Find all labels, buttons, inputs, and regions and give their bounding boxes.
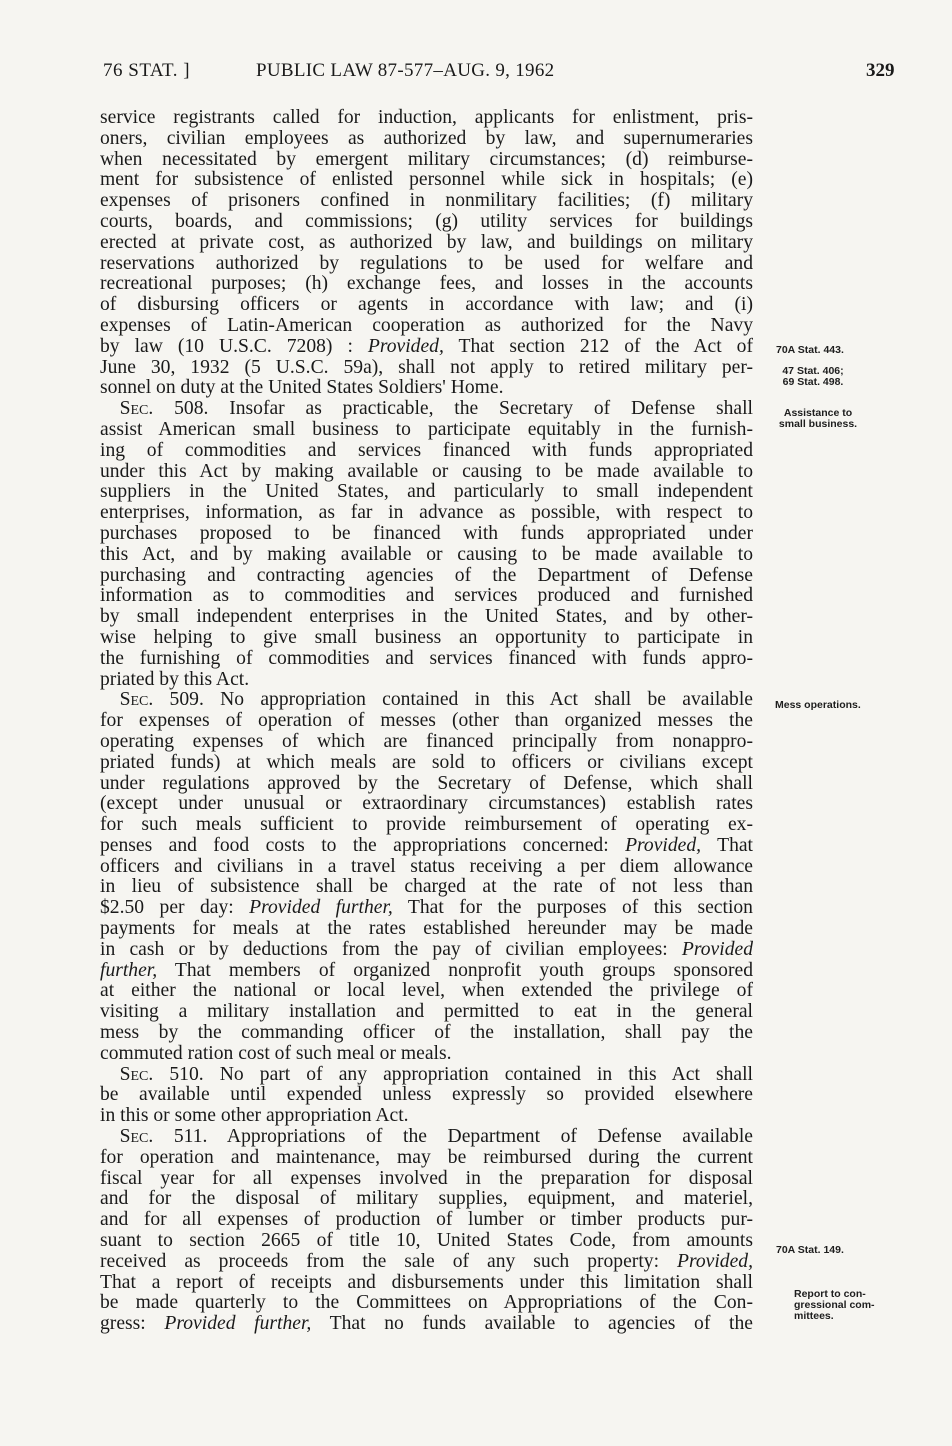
text-line: for expenses of operation of messes (other than organized messes the — [100, 711, 753, 732]
text-line: wise helping to give small business an opportunity to participate in — [100, 627, 753, 648]
text-line: visiting a military installation and permitted to eat in the general — [100, 1002, 753, 1023]
text-line: by small independent enterprises in the United States, and by other- — [100, 607, 753, 628]
text-line: suppliers in the United States, and particularly to small independent — [100, 482, 753, 503]
text-line: for such meals sufficient to provide reimbursement of operating ex- — [100, 815, 753, 836]
text-line: at either the national or local level, when extended the privilege of — [100, 981, 753, 1002]
text-line: in cash or by deductions from the pay of civilian employees: Provided — [100, 939, 753, 960]
section-509 — [100, 690, 753, 1064]
section-label: Sec. — [119, 1127, 154, 1148]
body-text — [100, 108, 753, 1335]
text-line: priated by this Act. — [100, 669, 250, 690]
provided-italic: Provided, — [677, 1251, 753, 1272]
provided-italic: Provided further, — [164, 1314, 312, 1335]
running-title: PUBLIC LAW 87-577–AUG. 9, 1962 — [256, 60, 555, 81]
text-line: further, That members of organized nonprofit youth groups sponsored — [100, 960, 753, 981]
text-line: for operation and maintenance, may be reimbursed during the current — [100, 1147, 753, 1168]
text-line: fiscal year for all expenses involved in the preparation for disposal — [100, 1168, 753, 1189]
text-line: be made quarterly to the Committees on Appropriations of the Con- — [100, 1293, 753, 1314]
text-line: operating expenses of which are financed principally from nonappro- — [100, 731, 753, 752]
provided-italic: Provided further, — [249, 898, 393, 919]
text-line: information as to commodities and services produced and furnished — [100, 586, 753, 607]
text-line: purchases proposed to be financed with funds appropriated under — [100, 523, 753, 544]
text-line: in lieu of subsistence shall be charged at the rate of not less than — [100, 877, 753, 898]
section-label: Sec. — [119, 1064, 154, 1085]
text-line: and for the disposal of military supplies, equipment, and materiel, — [100, 1189, 753, 1210]
text-line: priated funds) at which meals are sold to officers or civilians except — [100, 752, 753, 773]
text-line: and for all expenses of production of lumber or timber products pur- — [100, 1210, 753, 1231]
text-line: under this Act by making available or causing to be made available to — [100, 461, 753, 482]
margin-note-citation: 47 Stat. 406; 69 Stat. 498. — [782, 365, 844, 388]
text-line: $2.50 per day: Provided further, That for the purposes of this section — [100, 898, 753, 919]
text-line: when necessitated by emergent military circumstances; (d) reimburse- — [100, 149, 753, 170]
text-line: gress: Provided further, That no funds available to agencies of the — [100, 1314, 753, 1335]
text-line: sonnel on duty at the United States Soldiers' Home. — [100, 378, 504, 399]
text-line: by law (10 U.S.C. 7208) : Provided, That section 212 of the Act of — [100, 336, 753, 357]
text-line: payments for meals at the rates established hereunder may be made — [100, 919, 753, 940]
section-label: Sec. — [119, 399, 154, 420]
section-510 — [100, 1065, 753, 1127]
text-line: June 30, 1932 (5 U.S.C. 59a), shall not apply to retired military per- — [100, 357, 753, 378]
text-line: recreational purposes; (h) exchange fees, and losses in the accounts — [100, 274, 753, 295]
margin-note-mess-operations: Mess operations. — [775, 699, 861, 711]
text-line: assist American small business to participate equitably in the furnish- — [100, 419, 753, 440]
text-line: enterprises, information, as far in advance as possible, with respect to — [100, 503, 753, 524]
section-511 — [100, 1127, 753, 1335]
text-line: mess by the commanding officer of the installation, shall pay the — [100, 1023, 753, 1044]
text-line: in this or some other appropriation Act. — [100, 1106, 409, 1127]
margin-note-citation: 70A Stat. 149. — [776, 1244, 844, 1256]
provided-italic: Provided, — [625, 835, 702, 856]
text-line: commuted ration cost of such meal or meals. — [100, 1043, 452, 1064]
section-508 — [100, 399, 753, 690]
text-line: ment for subsistence of enlisted personnel while sick in hospitals; (e) — [100, 170, 753, 191]
provided-italic: Provided — [681, 939, 753, 960]
text-line: under regulations approved by the Secretary of Defense, which shall — [100, 773, 753, 794]
text-line: expenses of prisoners confined in nonmilitary facilities; (f) military — [100, 191, 753, 212]
text-line: oners, civilian employees as authorized by law, and supernumeraries — [100, 128, 753, 149]
paragraph-continued — [100, 108, 753, 399]
text-line: penses and food costs to the appropriations concerned: Provided, That — [100, 835, 753, 856]
text-line: received as proceeds from the sale of any such property: Provided, — [100, 1251, 753, 1272]
section-label: Sec. — [119, 690, 154, 711]
text-line: Sec. 511. Appropriations of the Department of Defense available — [119, 1127, 753, 1148]
text-line: Sec. 509. No appropriation contained in this Act shall be available — [119, 690, 753, 711]
text-line: Sec. 508. Insofar as practicable, the Secretary of Defense shall — [119, 399, 753, 420]
margin-note-citation: 70A Stat. 443. — [776, 344, 844, 356]
text-line: reservations authorized by regulations to be used for welfare and — [100, 253, 753, 274]
margin-note-small-business: Assistance to small business. — [778, 407, 858, 430]
text-line: expenses of Latin-American cooperation as authorized for the Navy — [100, 315, 753, 336]
text-line: ing of commodities and services financed with funds appropriated — [100, 440, 753, 461]
statute-volume: 76 STAT. ] — [103, 60, 191, 81]
margin-note-report: Report to con- gressional com- mittees. — [794, 1288, 875, 1322]
provided-italic: further, — [100, 960, 158, 981]
text-line: courts, boards, and commissions; (g) utility services for buildings — [100, 211, 753, 232]
text-line: erected at private cost, as authorized by law, and buildings on military — [100, 232, 753, 253]
text-line: That a report of receipts and disbursements under this limitation shall — [100, 1272, 753, 1293]
text-line: the furnishing of commodities and services financed with funds appro- — [100, 648, 753, 669]
page-number: 329 — [866, 60, 895, 81]
text-line: Sec. 510. No part of any appropriation contained in this Act shall — [119, 1064, 753, 1085]
text-line: this Act, and by making available or causing to be made available to — [100, 544, 753, 565]
text-line: (except under unusual or extraordinary circumstances) establish rates — [100, 794, 753, 815]
text-line: purchasing and contracting agencies of the Department of Defense — [100, 565, 753, 586]
text-line: suant to section 2665 of title 10, United States Code, from amounts — [100, 1231, 753, 1252]
provided-italic: Provided, — [367, 336, 444, 357]
text-line: be available until expended unless expressly so provided elsewhere — [100, 1085, 753, 1106]
text-line: service registrants called for induction, applicants for enlistment, pris- — [100, 108, 753, 128]
text-line: officers and civilians in a travel status receiving a per diem allowance — [100, 856, 753, 877]
text-line: of disbursing officers or agents in accordance with law; and (i) — [100, 295, 753, 316]
page-header — [0, 60, 952, 86]
